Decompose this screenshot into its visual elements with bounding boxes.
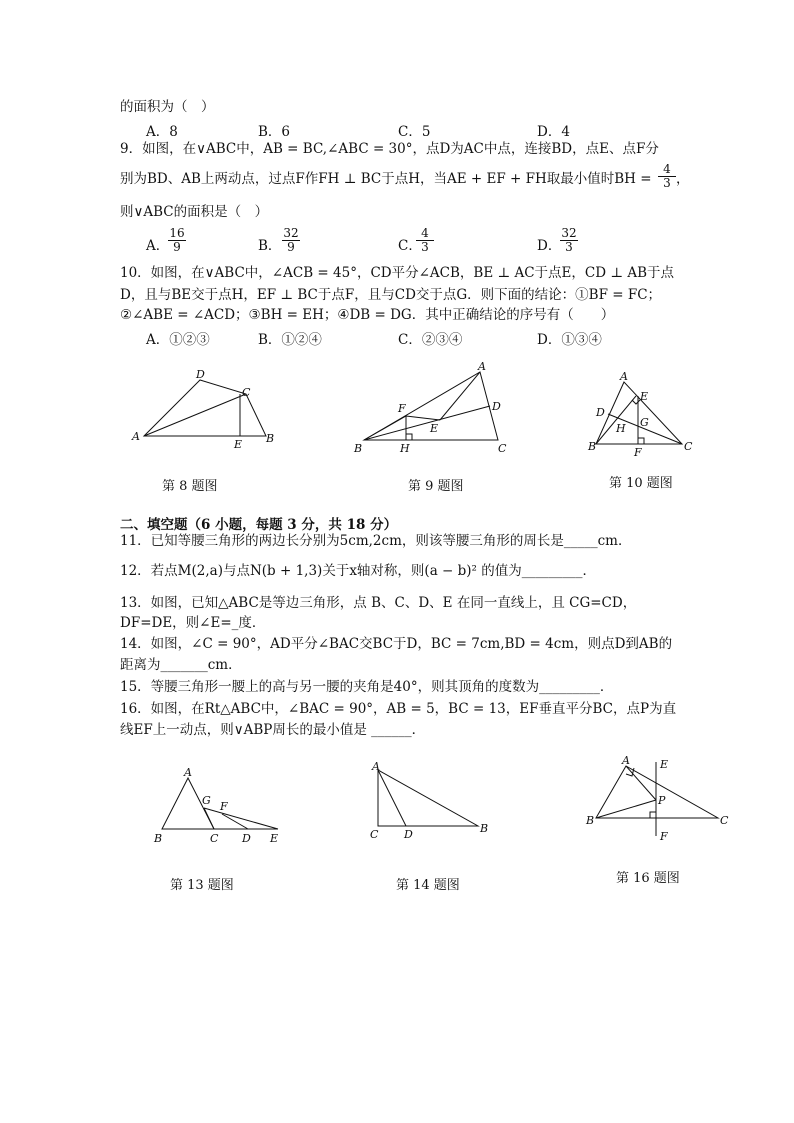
fig13-label-a: A bbox=[184, 766, 192, 779]
fig10-label-e: E bbox=[640, 390, 649, 403]
q13-line2: DF=DE，则∠E=_度． bbox=[120, 615, 266, 631]
fig8-label-a: A bbox=[132, 430, 140, 443]
q9-option-a-label: A． bbox=[146, 238, 170, 254]
q8-option-b: B．6 bbox=[258, 124, 291, 140]
q9-option-a-fraction: $\frac{16}{9}$ bbox=[169, 226, 185, 254]
q13-line1: 13．如图，已知△ABC是等边三角形，点 B、C、D、E 在同一直线上，且 CG=CD， bbox=[120, 595, 637, 611]
q9-option-b-fraction: $\frac{32}{9}$ bbox=[283, 226, 299, 254]
q9-line3: 则∨ABC的面积是（ ） bbox=[120, 204, 269, 220]
fig8-label-e: E bbox=[234, 438, 243, 451]
q9-line2: 别为BD、AB上两动点，过点F作FH ⊥ BC于点H，当AE + EF + FH取最小值时BH = bbox=[120, 171, 652, 187]
q9-line1: 9．如图，在∨ABC中，AB = BC,∠ABC = 30°，点D为AC中点，连接BD，点E、点F分 bbox=[120, 141, 659, 157]
fig9-label-c: C bbox=[498, 442, 507, 455]
fig10-label-a: A bbox=[620, 370, 628, 383]
q9-option-b-label: B． bbox=[258, 238, 282, 254]
fig16-label-p: P bbox=[658, 794, 666, 807]
figure-16 bbox=[582, 756, 742, 846]
fig16-label-b: B bbox=[586, 814, 595, 827]
q9-option-c-fraction: $\frac{4}{3}$ bbox=[416, 227, 434, 254]
q10-line3: ②∠ABE = ∠ACD；③BH = EH；④DB = DG．其中正确结论的序号有（ ） bbox=[120, 307, 615, 323]
q16-line1: 16．如图，在Rt△ABC中，∠BAC = 90°，AB = 5，BC = 13，EF垂直平分BC，点P为直 bbox=[120, 701, 677, 717]
q9-option-c-label: C． bbox=[398, 238, 422, 254]
fig9-label-a: A bbox=[478, 360, 486, 373]
fig13-label-g: G bbox=[202, 794, 211, 807]
fig13-caption: 第 13 题图 bbox=[170, 878, 234, 893]
fig14-label-d: D bbox=[404, 828, 413, 841]
fig9-label-e: E bbox=[430, 422, 439, 435]
figure-14 bbox=[366, 760, 506, 850]
fig8-label-c: C bbox=[242, 386, 251, 399]
section2-title: 二、填空题（6 小题，每题 3 分，共 18 分） bbox=[120, 517, 398, 533]
fig14-label-a: A bbox=[372, 760, 380, 773]
fig16-caption: 第 16 题图 bbox=[616, 871, 680, 886]
q9-option-d-fraction: $\frac{32}{3}$ bbox=[561, 226, 577, 254]
q14-line2: 距离为_______cm． bbox=[120, 657, 242, 673]
fig14-caption: 第 14 题图 bbox=[396, 878, 460, 893]
q12-text: 12．若点M(2,a)与点N(b + 1,3)关于x轴对称，则(a − b)² 的值为_________． bbox=[120, 563, 596, 579]
q10-option-b: B．①②④ bbox=[258, 332, 322, 348]
q9-option-d-label: D． bbox=[537, 238, 562, 254]
figure-9 bbox=[350, 360, 520, 460]
figure-8 bbox=[130, 366, 290, 456]
fig16-label-a: A bbox=[622, 754, 630, 767]
fig10-label-c: C bbox=[684, 440, 693, 453]
q8-option-c: C．5 bbox=[398, 124, 431, 140]
fig8-caption: 第 8 题图 bbox=[162, 479, 218, 494]
fig13-label-f: F bbox=[220, 800, 228, 813]
fig16-label-e: E bbox=[660, 758, 669, 771]
fig10-label-h: H bbox=[616, 422, 626, 435]
fig8-label-d: D bbox=[196, 368, 205, 381]
fig13-label-b: B bbox=[154, 832, 163, 845]
q11-text: 11．已知等腰三角形的两边长分别为5cm,2cm，则该等腰三角形的周长是_____cm． bbox=[120, 533, 632, 549]
q10-line1: 10．如图，在∨ABC中，∠ACB = 45°，CD平分∠ACB，BE ⊥ AC于点E，CD ⊥ AB于点 bbox=[120, 265, 674, 281]
fig14-label-c: C bbox=[370, 828, 379, 841]
q8-text: 的面积为（ ） bbox=[120, 99, 215, 115]
fig10-label-f: F bbox=[634, 446, 642, 459]
fig9-label-f: F bbox=[398, 402, 406, 415]
q10-option-c: C．②③④ bbox=[398, 332, 463, 348]
q10-option-a: A．①②③ bbox=[146, 332, 210, 348]
fig10-label-g: G bbox=[640, 416, 649, 429]
q15-text: 15．等腰三角形一腰上的高与另一腰的夹角是40°，则其顶角的度数为_________． bbox=[120, 679, 614, 695]
q16-line2: 线EF上一动点，则∨ABP周长的最小值是 ______． bbox=[120, 722, 426, 738]
figure-10 bbox=[586, 368, 696, 458]
q9-bh-fraction: $\frac{4}{3}$ bbox=[658, 163, 676, 190]
fig10-label-b: B bbox=[588, 440, 597, 453]
fig14-label-b: B bbox=[480, 822, 489, 835]
fig9-label-h: H bbox=[400, 442, 410, 455]
q8-option-d: D．4 bbox=[537, 124, 570, 140]
fig9-label-d: D bbox=[492, 400, 501, 413]
fig16-label-f: F bbox=[660, 830, 668, 843]
fig9-label-b: B bbox=[354, 442, 363, 455]
q10-line2: D，且与BE交于点H，EF ⊥ BC于点F，且与CD交于点G．则下面的结论：①BF = FC； bbox=[120, 287, 662, 303]
fig13-label-d: D bbox=[242, 832, 251, 845]
fig13-label-c: C bbox=[210, 832, 219, 845]
q14-line1: 14．如图，∠C = 90°，AD平分∠BAC交BC于D，BC = 7cm,BD = 4cm，则点D到AB的 bbox=[120, 636, 673, 652]
fig9-caption: 第 9 题图 bbox=[408, 479, 464, 494]
fig10-label-d: D bbox=[596, 406, 605, 419]
figure-13 bbox=[150, 762, 290, 852]
q10-option-d: D．①③④ bbox=[537, 332, 602, 348]
fig10-caption: 第 10 题图 bbox=[609, 476, 673, 491]
fig16-label-c: C bbox=[720, 814, 729, 827]
fig8-label-b: B bbox=[266, 432, 275, 445]
fig13-label-e: E bbox=[270, 832, 279, 845]
q8-option-a: A．8 bbox=[146, 124, 178, 140]
